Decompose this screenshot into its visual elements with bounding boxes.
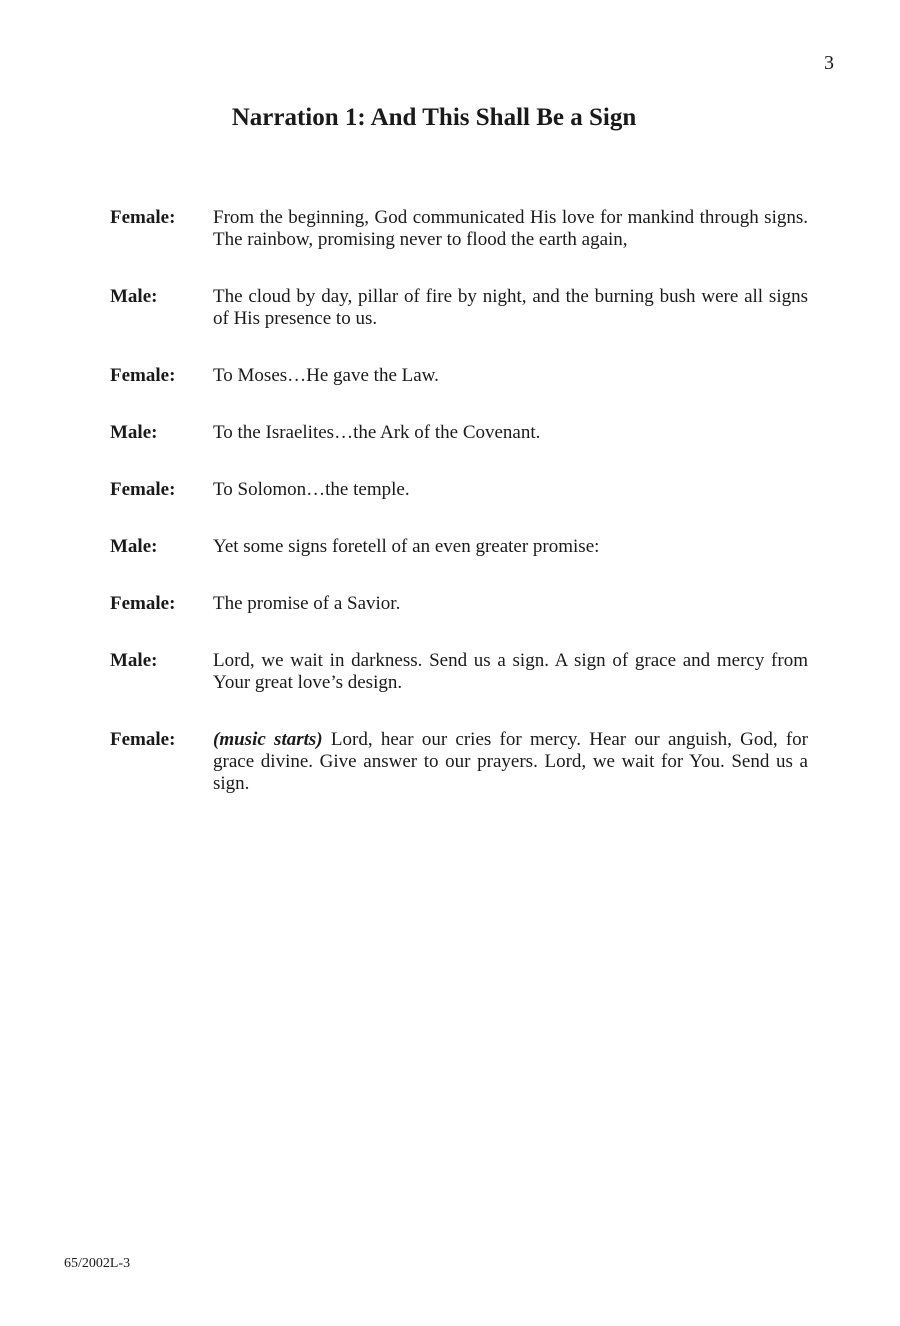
- speech-body: Lord, hear our cries for mercy. Hear our anguish, God, for grace divine. Give answer to our prayers. Lord, we wait for You. Send us a sign.: [213, 729, 809, 794]
- speaker-label: Male:: [110, 650, 158, 671]
- script-line: [110, 536, 808, 558]
- script-line: [110, 422, 808, 444]
- speech-text: To Solomon…the temple.: [213, 479, 410, 500]
- script-line: [110, 593, 808, 615]
- speech-text: [213, 729, 808, 795]
- script-line: [110, 207, 808, 251]
- script-line: [110, 286, 808, 330]
- speech-text: The promise of a Savior.: [213, 593, 401, 614]
- speaker-label: Female:: [110, 729, 176, 750]
- speech-text: To Moses…He gave the Law.: [213, 365, 439, 386]
- speaker-label: Male:: [110, 286, 158, 307]
- script-line: [110, 479, 808, 501]
- speaker-label: Female:: [110, 365, 176, 386]
- script-line: [110, 729, 808, 795]
- page-number: 3: [824, 52, 834, 74]
- speaker-label: Female:: [110, 207, 176, 228]
- script-line: [110, 365, 808, 387]
- narration-script: [110, 207, 808, 830]
- speech-text: Yet some signs foretell of an even greater promise:: [213, 536, 600, 557]
- speaker-label: Male:: [110, 422, 158, 443]
- stage-direction: (music starts): [213, 729, 323, 750]
- speaker-label: Female:: [110, 593, 176, 614]
- speech-text: From the beginning, God communicated His love for mankind through signs. The rainbow, promising never to flood the earth again,: [213, 207, 808, 250]
- catalog-code: 65/2002L-3: [64, 1256, 131, 1271]
- script-line: [110, 650, 808, 694]
- speech-text: Lord, we wait in darkness. Send us a sign. A sign of grace and mercy from Your great love’s design.: [213, 650, 808, 693]
- speech-text: To the Israelites…the Ark of the Covenant.: [213, 422, 541, 443]
- page-title: Narration 1: And This Shall Be a Sign: [231, 104, 637, 131]
- speaker-label: Female:: [110, 479, 176, 500]
- speech-text: The cloud by day, pillar of fire by night, and the burning bush were all signs of His presence to us.: [213, 286, 808, 329]
- speaker-label: Male:: [110, 536, 158, 557]
